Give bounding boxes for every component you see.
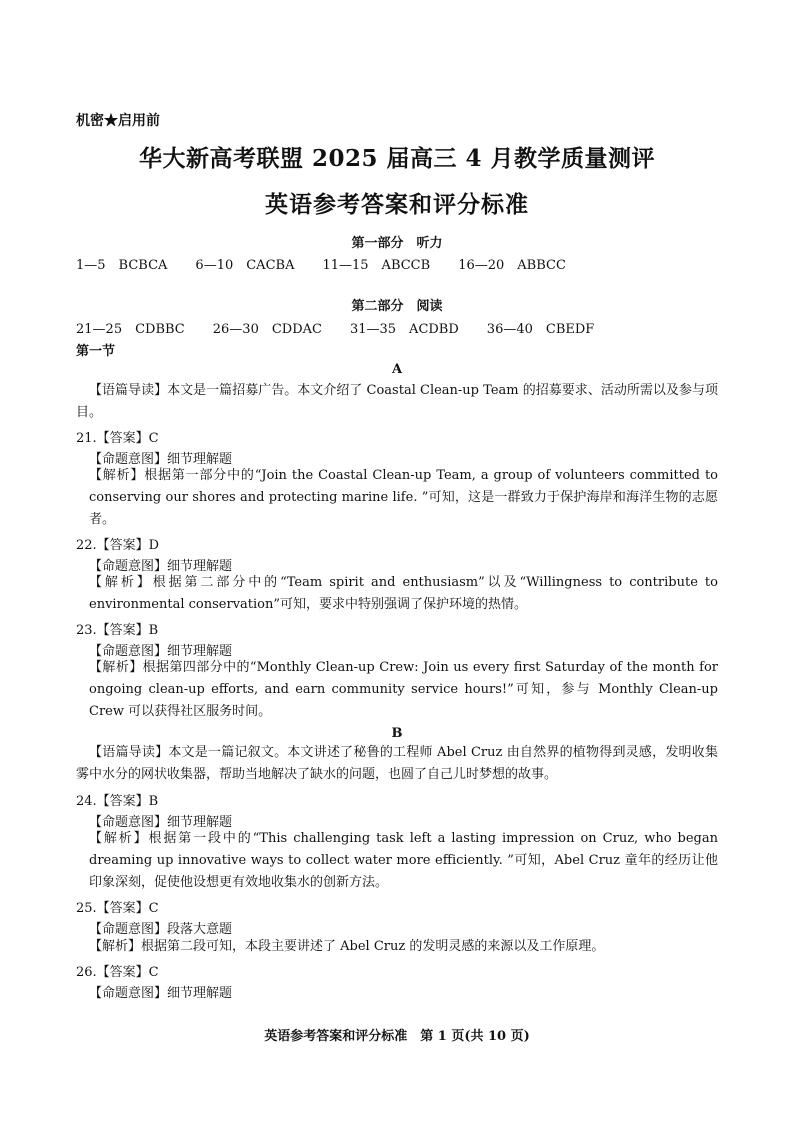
passage-a-intro: 【语篇导读】本文是一篇招募广告。本文介绍了 Coastal Clean-up Team 的招募要求、活动所需以及参与项目。: [76, 383, 718, 420]
part1-heading: 第一部分 听力: [351, 236, 443, 251]
part2-answers: [76, 318, 594, 337]
answer-group: 31—35 ACDBD: [349, 322, 459, 337]
answer-group: 11—15 ABCCB: [322, 258, 431, 273]
q21-analysis: 【解析】根据第一部分中的“Join the Coastal Clean-up Team, a group of volunteers committed to conserving our shores and protecting marine life. ”可知，这是一群致力于保护海岸和海洋生物的志愿者。: [89, 468, 718, 527]
q25-answer: 25.【答案】C: [76, 901, 159, 916]
exam-title: 华大新高考联盟 2025 届高三 4 月教学质量测评: [138, 145, 656, 172]
q22-intent: 【命题意图】细节理解题: [89, 559, 233, 574]
answer-group: 16—20 ABBCC: [458, 258, 566, 273]
q21-intent: 【命题意图】细节理解题: [89, 452, 233, 467]
q25-intent: 【命题意图】段落大意题: [89, 922, 233, 937]
q24-analysis: 【解析】根据第一段中的“This challenging task left a lasting impression on Cruz, who began dreaming up innovative ways to collect water more efficiently. ”可知，Abel Cruz 童年的经历让他印象深刻，促使他设想更有效地收集水的创新方法。: [89, 831, 718, 890]
q22-answer: 22.【答案】D: [76, 538, 160, 553]
page-footer: 英语参考答案和评分标准 第 1 页(共 10 页): [264, 1029, 530, 1044]
q21-answer: 21.【答案】C: [76, 431, 159, 446]
passage-b-intro: 【语篇导读】本文是一篇记叙文。本文讲述了秘鲁的工程师 Abel Cruz 由自然界的植物得到灵感，发明收集雾中水分的网状收集器，帮助当地解决了缺水的问题，也圆了自己儿时梦想的故事。: [76, 745, 718, 782]
answer-group: 21—25 CDBBC: [76, 322, 185, 337]
q26-intent: 【命题意图】细节理解题: [89, 986, 233, 1001]
part1-answers: [76, 254, 566, 273]
passage-a-letter: A: [391, 362, 403, 377]
answer-group: 1—5 BCBCA: [76, 258, 168, 273]
q23-intent: 【命题意图】细节理解题: [89, 644, 233, 659]
q24-answer: 24.【答案】B: [76, 794, 159, 809]
q26-answer: 26.【答案】C: [76, 965, 159, 980]
document-subtitle: 英语参考答案和评分标准: [265, 191, 529, 218]
q23-analysis: 【解析】根据第四部分中的“Monthly Clean-up Crew: Join us every first Saturday of the month for ongoing clean-up efforts, and earn community service hours!”可知，参与 Monthly Clean-up Crew 可以获得社区服务时间。: [89, 660, 718, 719]
q24-intent: 【命题意图】细节理解题: [89, 815, 233, 830]
q23-answer: 23.【答案】B: [76, 623, 159, 638]
section1-heading: 第一节: [76, 344, 116, 359]
q22-analysis: 【解析】根据第二部分中的“Team spirit and enthusiasm”以及“Willingness to contribute to environmental conservation”可知，要求中特别强调了保护环境的热情。: [89, 575, 718, 612]
confidential-label: 机密★启用前: [76, 113, 160, 129]
answer-group: 6—10 CACBA: [195, 258, 295, 273]
part2-heading: 第二部分 阅读: [351, 299, 443, 314]
answer-group: 26—30 CDDAC: [212, 322, 322, 337]
passage-b-letter: B: [391, 726, 403, 741]
answer-group: 36—40 CBEDF: [486, 322, 595, 337]
q25-analysis: 【解析】根据第二段可知，本段主要讲述了 Abel Cruz 的发明灵感的来源以及工作原理。: [89, 939, 605, 954]
